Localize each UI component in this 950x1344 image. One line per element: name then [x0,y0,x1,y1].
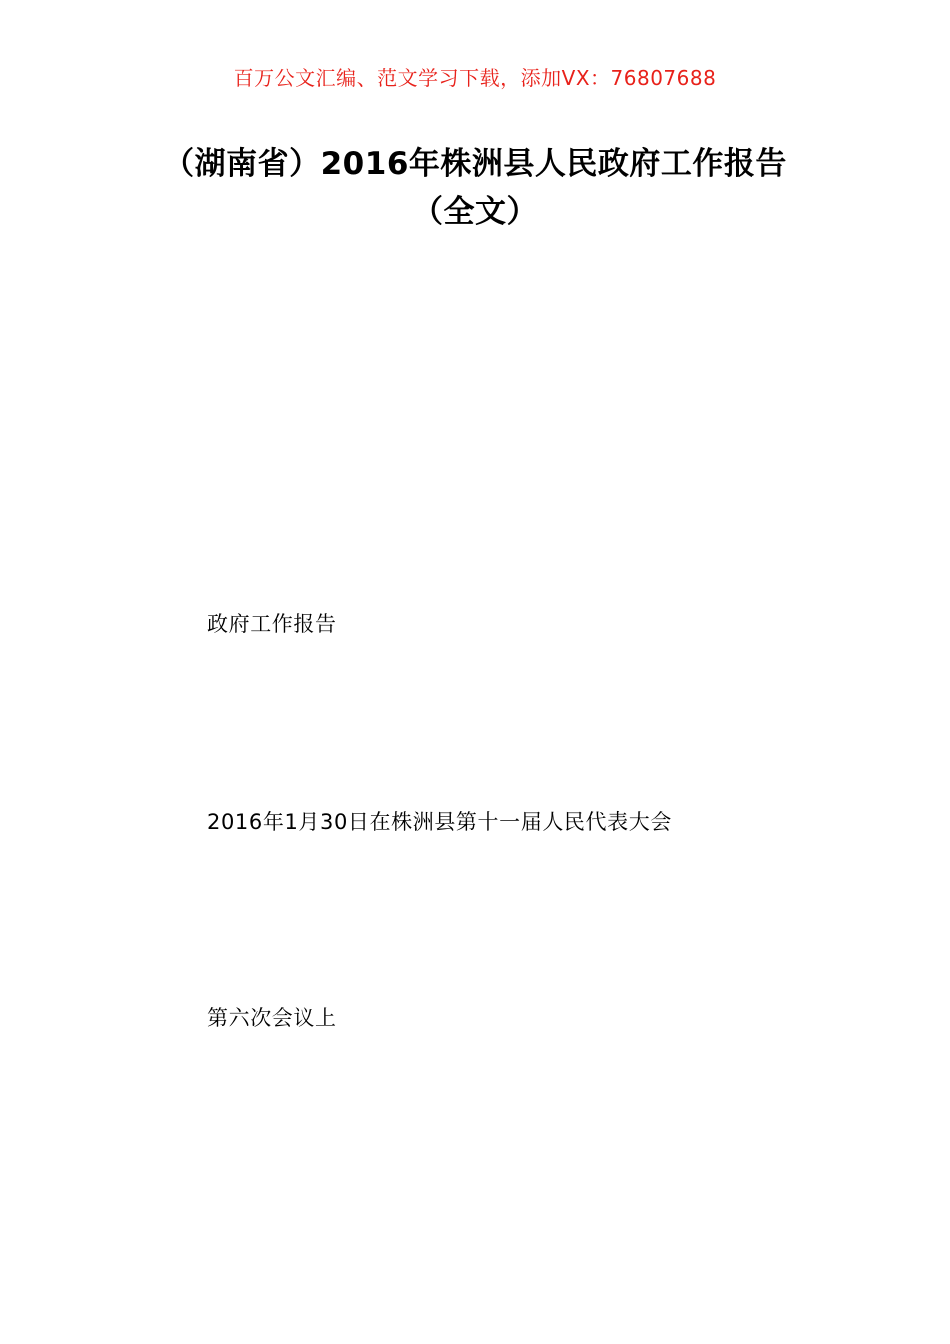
page-title: （湖南省）2016年株洲县人民政府工作报告（全文） [163,146,787,231]
body-paragraph-report-name: 政府工作报告 [207,612,337,636]
body-paragraph-meeting-date: 2016年1月30日在株洲县第十一届人民代表大会 [207,810,672,834]
promo-banner: 百万公文汇编、范文学习下载，添加VX：76807688 [233,66,717,90]
body-paragraph-meeting-session: 第六次会议上 [207,1006,337,1030]
